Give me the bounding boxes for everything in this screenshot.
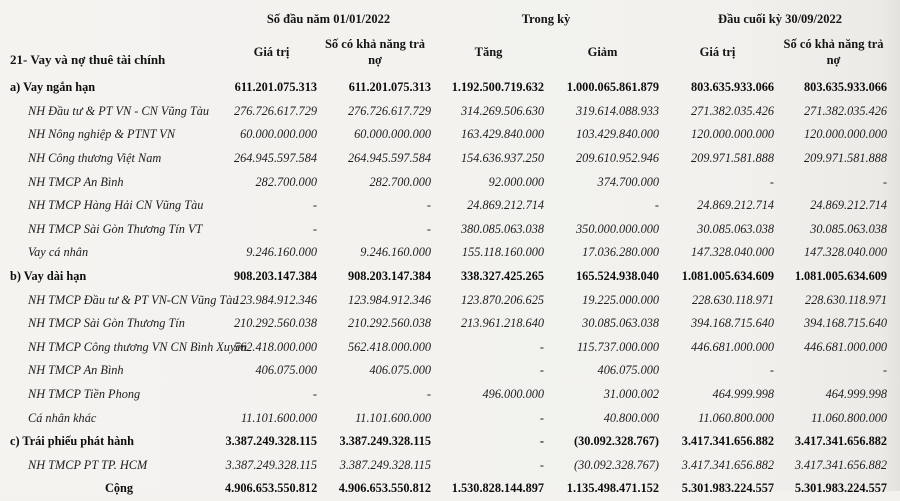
value-cell: -: [654, 198, 660, 213]
table-row: [0, 312, 900, 336]
value-cell: 3.387.249.328.115: [339, 457, 432, 472]
header-closing-repayable: Số có khả năng trả nợ: [783, 37, 884, 67]
value-cell: 3.417.341.656.882: [794, 434, 888, 449]
col-group-closing-balance: Đầu cuối kỳ 30/09/2022: [718, 11, 843, 26]
column-group-row: [0, 4, 900, 30]
value-cell: 394.168.715.640: [691, 316, 775, 331]
value-cell: 103.429.840.000: [576, 127, 660, 142]
table-row: [0, 194, 900, 218]
value-cell: 147.328.040.000: [691, 245, 775, 260]
header-decrease: Giảm: [587, 45, 618, 60]
table-row: [0, 359, 900, 383]
value-cell: 319.614.088.933: [576, 103, 660, 118]
empty-header-cell: [0, 4, 225, 30]
table-row: [0, 170, 900, 194]
value-cell: 446.681.000.000: [691, 339, 775, 354]
value-cell: -: [882, 174, 888, 189]
value-cell: 406.075.000: [597, 363, 660, 378]
table-row: [0, 383, 900, 407]
value-cell: 446.681.000.000: [804, 339, 888, 354]
value-cell: 209.971.581.888: [804, 151, 888, 166]
value-cell: 123.870.206.625: [461, 292, 545, 307]
col-group-in-period: Trong kỳ: [521, 11, 571, 26]
value-cell: 60.000.000.000: [240, 127, 317, 142]
value-cell: 30.085.063.038: [582, 316, 660, 331]
row-label: NH TMCP Tiền Phong: [28, 387, 141, 402]
value-cell: -: [769, 363, 775, 378]
table-title: 21- Vay và nợ thuê tài chính: [10, 51, 166, 67]
value-cell: 163.429.840.000: [461, 127, 545, 142]
value-cell: 1.081.005.634.609: [794, 269, 888, 284]
value-cell: 92.000.000: [488, 174, 545, 189]
row-label: Cộng: [105, 481, 134, 496]
value-cell: -: [539, 434, 545, 449]
table-row: [0, 147, 900, 171]
value-cell: 1.530.828.144.897: [451, 481, 545, 496]
value-cell: 5.301.983.224.557: [794, 481, 888, 496]
table-row: [0, 218, 900, 242]
table-row: [0, 123, 900, 147]
value-cell: 24.869.212.714: [467, 198, 545, 213]
column-sub-header-row: [0, 30, 900, 76]
value-cell: -: [426, 221, 432, 236]
value-cell: 228.630.118.971: [691, 292, 775, 307]
value-cell: 3.387.249.328.115: [339, 434, 432, 449]
row-label: NH Nông nghiệp & PTNT VN: [28, 127, 176, 142]
value-cell: 314.269.506.630: [461, 103, 545, 118]
value-cell: 120.000.000.000: [691, 127, 775, 142]
table-row: [0, 430, 900, 454]
value-cell: 271.382.035.426: [804, 103, 888, 118]
value-cell: 9.246.160.000: [246, 245, 317, 260]
value-cell: 155.118.160.000: [461, 245, 545, 260]
row-label: NH TMCP An Bình: [28, 174, 124, 189]
value-cell: -: [539, 410, 545, 425]
value-cell: 3.417.341.656.882: [681, 457, 775, 472]
value-cell: 30.085.063.038: [810, 221, 888, 236]
value-cell: 31.000.002: [603, 387, 660, 402]
value-cell: 11.101.600.000: [355, 410, 432, 425]
table-row: [0, 288, 900, 312]
value-cell: 3.417.341.656.882: [681, 434, 775, 449]
value-cell: -: [312, 387, 317, 402]
value-cell: 803.635.933.066: [691, 80, 775, 95]
value-cell: 1.081.005.634.609: [681, 269, 775, 284]
value-cell: 1.135.498.471.152: [566, 481, 660, 496]
table-row: [0, 265, 900, 289]
row-label: Cá nhân khác: [28, 410, 97, 425]
value-cell: 282.700.000: [369, 174, 432, 189]
table-body: [0, 76, 900, 501]
value-cell: 264.945.597.584: [233, 151, 317, 166]
value-cell: 271.382.035.426: [691, 103, 775, 118]
table-row: [0, 100, 900, 124]
value-cell: 11.101.600.000: [241, 410, 317, 425]
row-label: c) Trái phiếu phát hành: [10, 434, 134, 449]
value-cell: 611.201.075.313: [234, 80, 317, 95]
row-label: NH TMCP Hàng Hải CN Vũng Tàu: [28, 198, 204, 213]
table-row: [0, 477, 900, 501]
header-opening-value: Giá trị: [253, 45, 290, 60]
value-cell: (30.092.328.767): [573, 434, 660, 449]
value-cell: 4.906.653.550.812: [338, 481, 432, 496]
row-label: NH TMCP PT TP. HCM: [28, 457, 148, 472]
row-label: NH TMCP Công thương VN CN Bình Xuyên: [28, 339, 248, 354]
row-label: a) Vay ngắn hạn: [10, 80, 96, 95]
value-cell: 9.246.160.000: [360, 245, 432, 260]
value-cell: -: [312, 221, 317, 236]
value-cell: -: [539, 339, 545, 354]
table-header: [0, 4, 900, 76]
value-cell: 11.060.800.000: [698, 410, 775, 425]
value-cell: -: [539, 457, 545, 472]
value-cell: 40.800.000: [603, 410, 660, 425]
value-cell: 803.635.933.066: [804, 80, 888, 95]
value-cell: 406.075.000: [369, 363, 432, 378]
value-cell: 3.387.249.328.115: [225, 434, 317, 449]
table-row: [0, 454, 900, 478]
table-row: [0, 76, 900, 100]
value-cell: 496.000.000: [482, 387, 545, 402]
value-cell: 11.060.800.000: [811, 410, 888, 425]
value-cell: 264.945.597.584: [348, 151, 432, 166]
table-row: [0, 406, 900, 430]
row-label: b) Vay dài hạn: [10, 269, 87, 284]
value-cell: -: [539, 363, 545, 378]
value-cell: 4.906.653.550.812: [225, 481, 318, 496]
value-cell: 3.387.249.328.115: [225, 457, 317, 472]
value-cell: 276.726.617.729: [348, 103, 432, 118]
value-cell: 209.971.581.888: [691, 151, 775, 166]
value-cell: -: [426, 387, 432, 402]
value-cell: 611.201.075.313: [348, 80, 432, 95]
row-label: NH Đầu tư & PT VN - CN Vũng Tàu: [28, 103, 210, 118]
header-closing-value: Giá trị: [699, 45, 736, 60]
row-label: NH TMCP Đầu tư & PT VN-CN Vũng Tàu: [28, 292, 239, 307]
value-cell: 1.192.500.719.632: [451, 80, 545, 95]
row-label: NH TMCP Sài Gòn Thương Tín: [28, 316, 185, 331]
value-cell: 276.726.617.729: [233, 103, 317, 118]
value-cell: -: [312, 198, 317, 213]
value-cell: -: [882, 363, 888, 378]
value-cell: 210.292.560.038: [348, 316, 432, 331]
value-cell: 24.869.212.714: [697, 198, 775, 213]
value-cell: -: [769, 174, 775, 189]
table-row: [0, 336, 900, 360]
row-label: Vay cá nhân: [28, 245, 89, 260]
row-label: NH Công thương Việt Nam: [28, 151, 162, 166]
value-cell: 562.418.000.000: [348, 339, 432, 354]
value-cell: 908.203.147.384: [348, 269, 432, 284]
value-cell: 17.036.280.000: [582, 245, 660, 260]
value-cell: 3.417.341.656.882: [794, 457, 888, 472]
value-cell: 908.203.147.384: [233, 269, 317, 284]
header-opening-repayable: Số có khả năng trả nợ: [324, 37, 426, 67]
value-cell: 380.085.063.038: [461, 221, 545, 236]
value-cell: 165.524.938.040: [576, 269, 660, 284]
value-cell: 394.168.715.640: [804, 316, 888, 331]
table-row: [0, 241, 900, 265]
value-cell: 374.700.000: [597, 174, 660, 189]
value-cell: 338.327.425.265: [461, 269, 545, 284]
value-cell: 282.700.000: [255, 174, 317, 189]
value-cell: 464.999.998: [712, 387, 775, 402]
value-cell: 464.999.998: [825, 387, 888, 402]
value-cell: 5.301.983.224.557: [681, 481, 775, 496]
value-cell: 123.984.912.346: [233, 292, 317, 307]
value-cell: 210.292.560.038: [233, 316, 317, 331]
value-cell: 30.085.063.038: [697, 221, 775, 236]
value-cell: 60.000.000.000: [354, 127, 432, 142]
value-cell: 147.328.040.000: [804, 245, 888, 260]
value-cell: 154.636.937.250: [461, 151, 545, 166]
value-cell: 115.737.000.000: [576, 339, 660, 354]
value-cell: 120.000.000.000: [804, 127, 888, 142]
value-cell: 209.610.952.946: [576, 151, 660, 166]
value-cell: 228.630.118.971: [804, 292, 888, 307]
value-cell: 562.418.000.000: [233, 339, 317, 354]
value-cell: 123.984.912.346: [348, 292, 432, 307]
value-cell: 350.000.000.000: [576, 221, 660, 236]
value-cell: 213.961.218.640: [461, 316, 545, 331]
value-cell: (30.092.328.767): [573, 457, 660, 472]
value-cell: 1.000.065.861.879: [566, 80, 660, 95]
loans-and-finance-lease-table: [0, 4, 900, 501]
value-cell: 406.075.000: [255, 363, 317, 378]
col-group-opening-balance: Số đầu năm 01/01/2022: [266, 11, 391, 26]
row-label: NH TMCP An Bình: [28, 363, 124, 378]
row-label: NH TMCP Sài Gòn Thương Tín VT: [28, 221, 203, 236]
value-cell: 24.869.212.714: [810, 198, 888, 213]
value-cell: 19.225.000.000: [582, 292, 660, 307]
header-increase: Tăng: [474, 45, 503, 60]
value-cell: -: [426, 198, 432, 213]
